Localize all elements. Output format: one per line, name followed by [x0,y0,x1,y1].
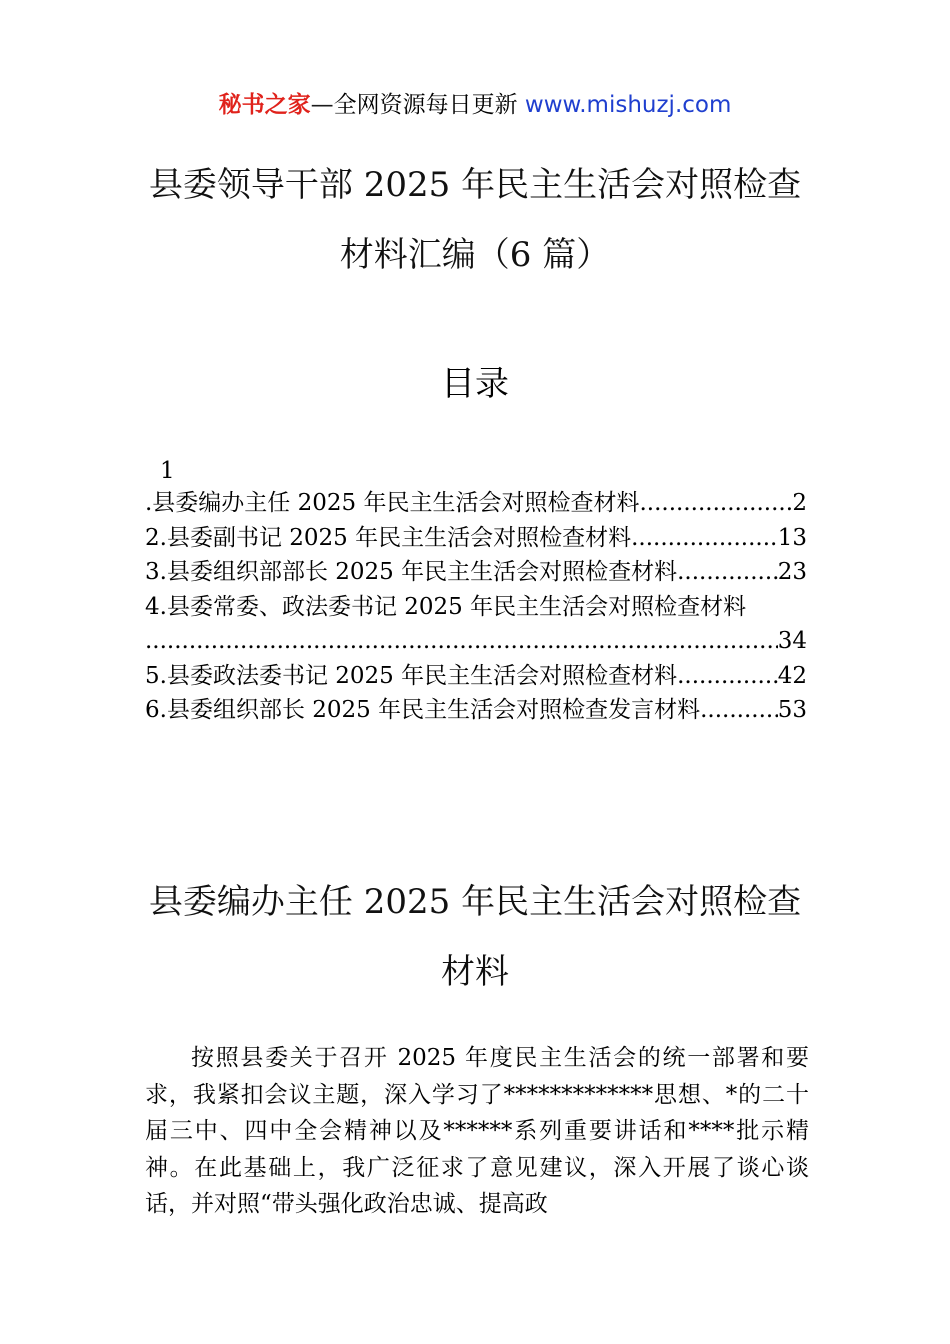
toc-item[interactable] [145,693,807,728]
toc-item[interactable] [145,521,807,556]
site-url-link[interactable]: www.mishuzj.com [524,92,732,118]
toc-item[interactable] [145,555,807,590]
banner-tagline: 全网资源每日更新 [333,92,518,118]
toc-item-page: 42 [777,662,807,689]
toc-heading: 目录 [441,364,509,404]
toc-leader-dots [677,555,778,589]
toc-leader-dots [145,624,778,658]
toc-item-label: .县委编办主任 2025 年民主生活会对照检查材料 [145,490,640,516]
doc-title-line1: 县委领导干部 2025 年民主生活会对照检查 [148,165,802,205]
toc-item-label: 4.县委常委、政法委书记 2025 年民主生活会对照检查材料 [145,593,747,620]
toc-leader-dots [700,693,778,727]
toc-item-page: 23 [777,559,807,585]
toc-leader-dots [639,486,792,520]
toc-item-label: 6.县委组织部长 2025 年民主生活会对照检查发言材料 [145,697,701,723]
banner-dash: — [310,92,334,118]
brand-name: 秘书之家 [218,92,311,118]
toc-item-page: 34 [777,628,807,654]
toc-list [145,486,807,728]
toc-item-page: 53 [777,697,807,723]
toc-item[interactable] [145,590,807,625]
toc-leader-dots [631,521,778,555]
section-title-line1: 县委编办主任 2025 年民主生活会对照检查 [148,882,802,922]
toc-item[interactable] [145,659,807,694]
body-paragraph: 按照县委关于召开 2025 年度民主生活会的统一部署和要求，我紧扣会议主题，深入学习了*************思想、*的二十届三中、四中全会精神以及******系列重要讲话和****批示精神。在此基础上，我广泛征求了意见建议，深入开展了谈心谈话，并对照“带头强化政治忠诚、提高政 [145,1045,809,1217]
doc-title-line2: 材料汇编（6 篇） [339,235,611,275]
toc-item-continued[interactable] [145,624,807,659]
toc-leader-dots [677,659,778,693]
toc-item-page: 13 [777,524,807,551]
toc-item-label: 3.县委组织部部长 2025 年民主生活会对照检查材料 [145,559,678,585]
toc-first-number: 1 [160,458,175,484]
toc-item-page: 2 [792,490,807,516]
toc-item-label: 5.县委政法委书记 2025 年民主生活会对照检查材料 [145,662,678,689]
site-banner [0,88,950,122]
toc-item[interactable] [145,486,807,521]
toc-item-label: 2.县委副书记 2025 年民主生活会对照检查材料 [145,524,632,551]
section-title-line2: 材料 [441,952,509,992]
